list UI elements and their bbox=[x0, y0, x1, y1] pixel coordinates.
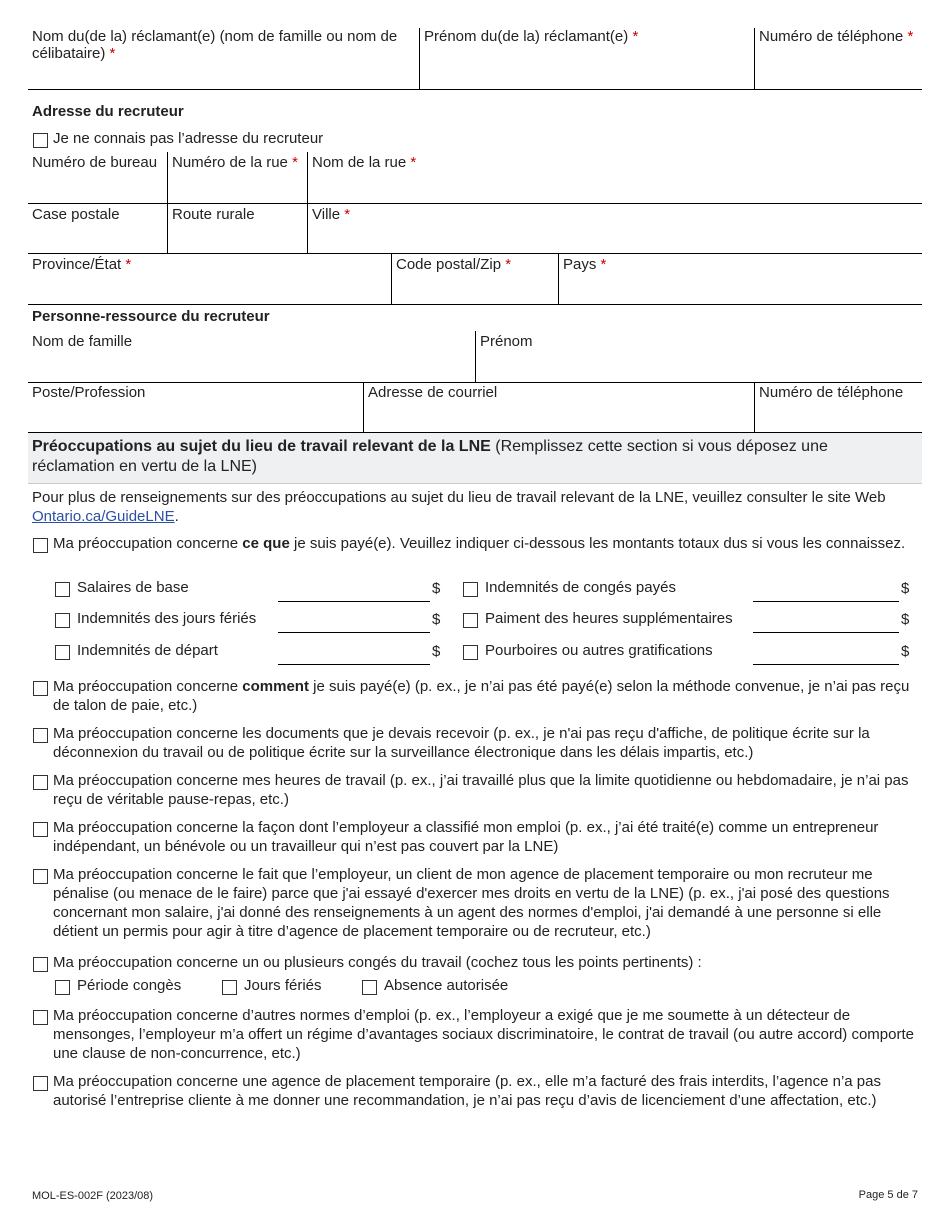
rural-route-field[interactable] bbox=[168, 206, 307, 253]
base-wages-amount-input[interactable] bbox=[278, 601, 430, 602]
city-field[interactable] bbox=[308, 206, 922, 253]
vacation-pay-checkbox[interactable] bbox=[463, 582, 478, 597]
esa-title-note: (Remplissez cette section si vous déposez une réclamation en vertu de la LNE) bbox=[32, 438, 828, 475]
unknown-address-checkbox[interactable] bbox=[33, 133, 48, 148]
hours-concern-text: Ma préoccupation concerne mes heures de travail (p. ex., j’ai travaillé plus que la limite quotidienne ou hebdomadaire, je n’ai pas reçu de véritable pause-repas, etc.) bbox=[53, 772, 909, 808]
divider bbox=[28, 382, 922, 383]
street-number-label: Numéro de la rue bbox=[172, 154, 288, 171]
pay-concern-suffix: je suis payé(e). Veuillez indiquer ci-dessous les montants totaux dus si vous les connaissez. bbox=[289, 535, 906, 552]
classification-concern-checkbox[interactable] bbox=[33, 822, 48, 837]
street-name-label: Nom de la rue bbox=[312, 154, 407, 171]
divider bbox=[28, 253, 922, 254]
divider bbox=[28, 483, 922, 484]
tips-checkbox[interactable] bbox=[463, 645, 478, 660]
reprisal-concern-text: Ma préoccupation concerne le fait que l’employeur, un client de mon agence de placement temporaire ou mon recruteur me pénalise (ou menace de le faire) parce que j'ai essayé d'exercer mes droits en vertu de la LNE) (p. ex., j'ai posé des questions concernant mon salaire, j'ai donné des renseignements à un agent des normes d'emploi, j'ai demandé à une personne si elle détient un permis pour agir à titre d’agence de placement temporaire ou de recruteur, etc.) bbox=[53, 866, 890, 940]
how-paid-text bbox=[53, 677, 914, 715]
divider bbox=[28, 203, 922, 204]
termination-pay-checkbox[interactable] bbox=[55, 645, 70, 660]
claimant-phone-label: Numéro de téléphone bbox=[759, 28, 904, 45]
unknown-address-label: Je ne connais pas l’adresse du recruteur bbox=[53, 130, 324, 147]
contact-first-name-field[interactable] bbox=[476, 333, 922, 382]
vacation-pay-label: Indemnités de congés payés bbox=[485, 579, 676, 596]
temp-agency-text: Ma préoccupation concerne une agence de placement temporaire (p. ex., elle m’a facturé des frais interdits, l’agence n’a pas autorisé l’entreprise cliente à me donner une recommandation, je n’ai pas reçu d’avis de licenciement d’une affectation, etc.) bbox=[53, 1073, 881, 1109]
vacation-pay-amount-input[interactable] bbox=[753, 601, 899, 602]
public-holiday-pay-checkbox[interactable] bbox=[55, 613, 70, 628]
pay-concern-text bbox=[53, 534, 914, 553]
contact-last-name-label: Nom de famille bbox=[32, 333, 133, 350]
postal-code-field[interactable] bbox=[392, 256, 558, 304]
esa-section-title bbox=[32, 437, 914, 477]
required-mark: * bbox=[505, 256, 512, 273]
office-number-label: Numéro de bureau bbox=[32, 154, 158, 171]
position-label: Poste/Profession bbox=[32, 384, 146, 401]
overtime-pay-label: Paiment des heures supplémentaires bbox=[485, 610, 733, 627]
claimant-first-name-field[interactable] bbox=[420, 28, 754, 90]
divider bbox=[28, 89, 922, 90]
position-field[interactable] bbox=[28, 384, 363, 432]
divider bbox=[28, 304, 922, 305]
required-mark: * bbox=[292, 154, 298, 171]
required-mark: * bbox=[410, 154, 417, 171]
how-paid-checkbox[interactable] bbox=[33, 681, 48, 696]
postal-code-label: Code postal/Zip bbox=[396, 256, 502, 273]
leave-concern-text: Ma préoccupation concerne un ou plusieurs congés du travail (cochez tous les points pertinents) : bbox=[53, 954, 702, 971]
contact-phone-label: Numéro de téléphone bbox=[759, 384, 904, 401]
contact-last-name-field[interactable] bbox=[28, 333, 475, 382]
rural-route-label: Route rurale bbox=[172, 206, 255, 223]
recruiter-address-heading: Adresse du recruteur bbox=[32, 103, 184, 120]
province-label: Province/État bbox=[32, 256, 122, 273]
form-number: MOL-ES-002F (2023/08) bbox=[32, 1190, 154, 1202]
currency-symbol: $ bbox=[901, 611, 910, 628]
province-field[interactable] bbox=[28, 256, 391, 304]
esa-guide-link[interactable]: Ontario.ca/GuideLNE bbox=[32, 508, 175, 525]
contact-first-name-label: Prénom bbox=[480, 333, 533, 350]
vacation-leave-label: Période congès bbox=[77, 977, 182, 994]
other-standards-checkbox[interactable] bbox=[33, 1010, 48, 1025]
claimant-last-name-label: Nom du(de la) réclamant(e) (nom de famille ou nom de célibataire) bbox=[32, 28, 398, 62]
country-label: Pays bbox=[563, 256, 597, 273]
contact-phone-field[interactable] bbox=[755, 384, 922, 432]
email-label: Adresse de courriel bbox=[368, 384, 498, 401]
base-wages-label: Salaires de base bbox=[77, 579, 189, 596]
classification-concern-text: Ma préoccupation concerne la façon dont l’employeur a classifié mon emploi (p. ex., j’ai été traité(e) comme un entrepreneur indépendant, un bénévole ou un travailleur qui n’est pas couvert par la LNE) bbox=[53, 819, 879, 855]
pay-concern-checkbox[interactable] bbox=[33, 538, 48, 553]
required-mark: * bbox=[125, 256, 132, 273]
pay-concern-bold: ce que bbox=[242, 535, 290, 552]
po-box-label: Case postale bbox=[32, 206, 120, 223]
how-paid-suffix: je suis payé(e) (p. ex., je n’ai pas été payé(e) selon la méthode convenue, je n’ai pas reçu de talon de paie, etc.) bbox=[53, 678, 910, 714]
claimant-phone-field[interactable] bbox=[755, 28, 922, 90]
esa-section-header bbox=[28, 432, 922, 484]
required-mark: * bbox=[600, 256, 607, 273]
city-label: Ville bbox=[312, 206, 341, 223]
vacation-leave-checkbox[interactable] bbox=[55, 980, 70, 995]
currency-symbol: $ bbox=[432, 580, 441, 597]
how-paid-prefix: Ma préoccupation concerne bbox=[53, 678, 243, 695]
email-field[interactable] bbox=[364, 384, 754, 432]
public-holidays-label: Jours fériés bbox=[244, 977, 322, 994]
esa-info-body: Pour plus de renseignements sur des préoccupations au sujet du lieu de travail relevant de la LNE, veuillez consulter le site Web bbox=[32, 489, 886, 506]
termination-pay-amount-input[interactable] bbox=[278, 664, 430, 665]
claimant-last-name-field[interactable] bbox=[28, 28, 420, 90]
country-field[interactable] bbox=[559, 256, 922, 304]
tips-amount-input[interactable] bbox=[753, 664, 899, 665]
public-holidays-checkbox[interactable] bbox=[222, 980, 237, 995]
how-paid-bold: comment bbox=[242, 678, 309, 695]
overtime-pay-checkbox[interactable] bbox=[463, 613, 478, 628]
currency-symbol: $ bbox=[901, 643, 910, 660]
documents-concern-text: Ma préoccupation concerne les documents que je devais recevoir (p. ex., je n'ai pas reçu d'affiche, de politique écrite sur la déconnexion du travail ou de politique écrite sur la surveillance électronique dans les délais impartis, etc.) bbox=[53, 725, 870, 761]
overtime-pay-amount-input[interactable] bbox=[753, 632, 899, 633]
office-number-field[interactable] bbox=[28, 154, 167, 204]
base-wages-checkbox[interactable] bbox=[55, 582, 70, 597]
termination-pay-label: Indemnités de départ bbox=[77, 642, 218, 659]
public-holiday-pay-amount-input[interactable] bbox=[278, 632, 430, 633]
po-box-field[interactable] bbox=[28, 206, 167, 253]
street-number-field[interactable] bbox=[168, 154, 307, 204]
required-mark: * bbox=[632, 28, 639, 45]
pay-concern-prefix: Ma préoccupation concerne bbox=[53, 535, 243, 552]
page-number: Page 5 de 7 bbox=[858, 1189, 918, 1201]
required-mark: * bbox=[109, 45, 116, 62]
currency-symbol: $ bbox=[432, 643, 441, 660]
public-holiday-pay-label: Indemnités des jours fériés bbox=[77, 610, 257, 627]
temp-agency-checkbox[interactable] bbox=[33, 1076, 48, 1091]
esa-title-bold: Préoccupations au sujet du lieu de travail relevant de la LNE bbox=[32, 438, 491, 455]
leave-of-absence-checkbox[interactable] bbox=[362, 980, 377, 995]
esa-info-text bbox=[32, 488, 920, 526]
street-name-field[interactable] bbox=[308, 154, 922, 204]
required-mark: * bbox=[907, 28, 914, 45]
other-standards-text: Ma préoccupation concerne d’autres normes d’emploi (p. ex., l’employeur a exigé que je me soumette à un détecteur de mensonges, l’employeur m’a offert un régime d’avantages sociaux discriminatoire, le contrat de travail (ou autre accord) comporte une clause de non-concurrence, etc.) bbox=[53, 1007, 914, 1062]
currency-symbol: $ bbox=[432, 611, 441, 628]
claimant-first-name-label: Prénom du(de la) réclamant(e) bbox=[424, 28, 629, 45]
leave-concern-checkbox[interactable] bbox=[33, 957, 48, 972]
hours-concern-checkbox[interactable] bbox=[33, 775, 48, 790]
documents-concern-checkbox[interactable] bbox=[33, 728, 48, 743]
required-mark: * bbox=[344, 206, 351, 223]
tips-label: Pourboires ou autres gratifications bbox=[485, 642, 713, 659]
reprisal-concern-checkbox[interactable] bbox=[33, 869, 48, 884]
leave-of-absence-label: Absence autorisée bbox=[384, 977, 509, 994]
esa-info-end: . bbox=[174, 508, 179, 525]
recruiter-contact-heading: Personne-ressource du recruteur bbox=[32, 308, 270, 325]
currency-symbol: $ bbox=[901, 580, 910, 597]
